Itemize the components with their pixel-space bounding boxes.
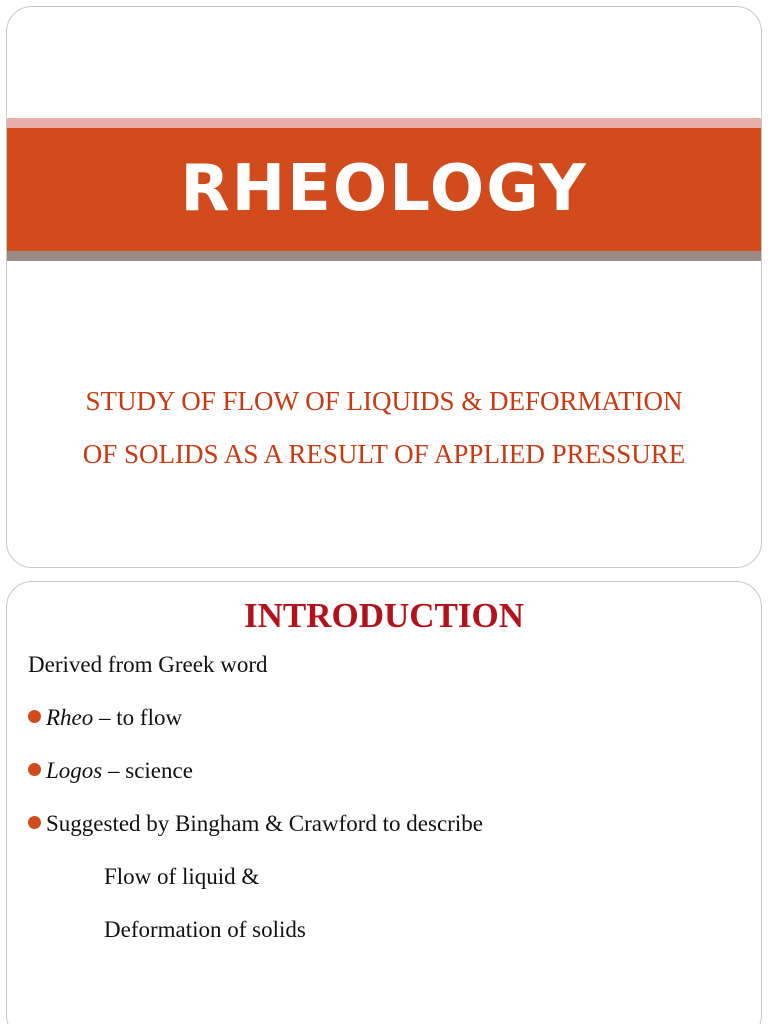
- intro-text: Derived from Greek word: [28, 652, 268, 677]
- bullet-text: – science: [102, 758, 193, 783]
- sub-line: Flow of liquid &: [104, 864, 260, 889]
- slide-title: RHEOLOGY: [180, 152, 588, 226]
- slide-subtitle: [7, 375, 761, 481]
- title-band-top-stripe: [7, 118, 761, 128]
- sub-line: Deformation of solids: [104, 917, 306, 942]
- bullet-dot-icon: [28, 763, 41, 776]
- introduction-slide: [6, 581, 762, 1024]
- bullet-dot-icon: [28, 816, 41, 829]
- title-slide: [6, 6, 762, 568]
- bullet-text: – to flow: [93, 705, 183, 730]
- section-heading: INTRODUCTION: [243, 596, 525, 635]
- list-item: [28, 705, 182, 731]
- bullet-text: Suggested by Bingham & Crawford to describe: [46, 811, 483, 836]
- subtitle-line-1: STUDY OF FLOW OF LIQUIDS & DEFORMATION: [85, 386, 683, 416]
- list-item: [28, 811, 483, 837]
- title-band-bottom-stripe: [7, 251, 761, 261]
- bullet-term: Rheo: [46, 705, 94, 730]
- bullet-dot-icon: [28, 710, 41, 723]
- list-item: [28, 758, 193, 784]
- subtitle-line-2: OF SOLIDS AS A RESULT OF APPLIED PRESSURE: [82, 439, 686, 469]
- bullet-term: Logos: [46, 758, 103, 783]
